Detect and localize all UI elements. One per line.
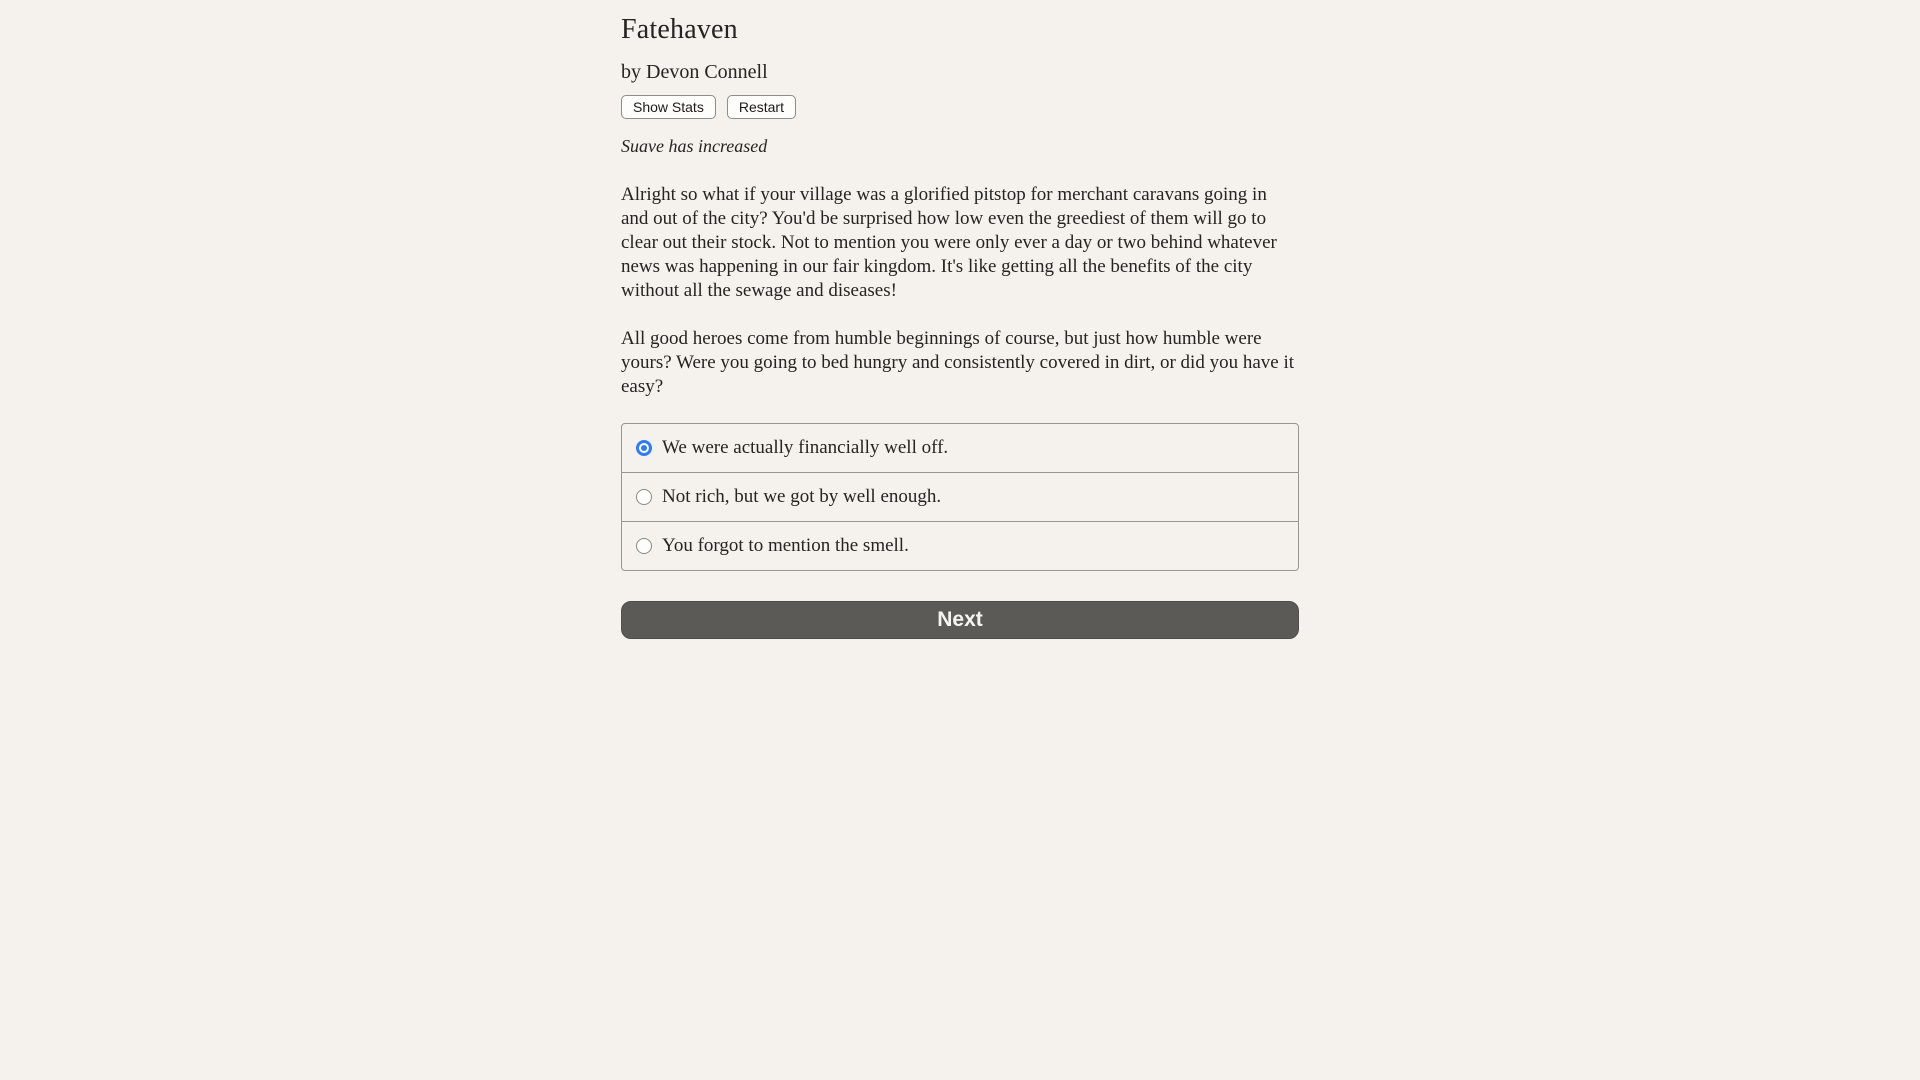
radio-button[interactable] [636,489,652,505]
choice-option-2[interactable] [622,472,1298,521]
story-paragraph: All good heroes come from humble beginnings of course, but just how humble were yours? Were you going to bed hungry and consistently covered in dirt, or did you have it easy? [621,327,1295,397]
toolbar [621,95,1299,119]
show-stats-button[interactable]: Show Stats [621,95,716,119]
stat-change-notification: Suave has increased [621,135,768,156]
radio-button[interactable] [636,440,652,456]
choice-label[interactable]: We were actually financially well off. [662,436,949,458]
radio-button[interactable] [636,538,652,554]
story-page [621,0,1299,639]
choice-group [621,423,1299,571]
story-text [621,183,1299,399]
next-button[interactable]: Next [621,601,1299,639]
choice-option-3[interactable] [622,521,1298,570]
choice-label[interactable]: You forgot to mention the smell. [662,534,909,556]
author-line: by Devon Connell [621,60,768,83]
choice-label[interactable]: Not rich, but we got by well enough. [662,485,942,507]
choice-option-1[interactable] [622,424,1298,472]
page-title: Fatehaven [621,14,738,45]
story-paragraph: Alright so what if your village was a glorified pitstop for merchant caravans going in and out of the city? You'd be surprised how low even the greediest of them will go to clear out their stock. Not to mention you were only ever a day or two behind whatever news was happening in our fair kingdom. It's like getting all the benefits of the city without all the sewage and diseases! [621,183,1277,301]
restart-button[interactable]: Restart [727,95,796,119]
